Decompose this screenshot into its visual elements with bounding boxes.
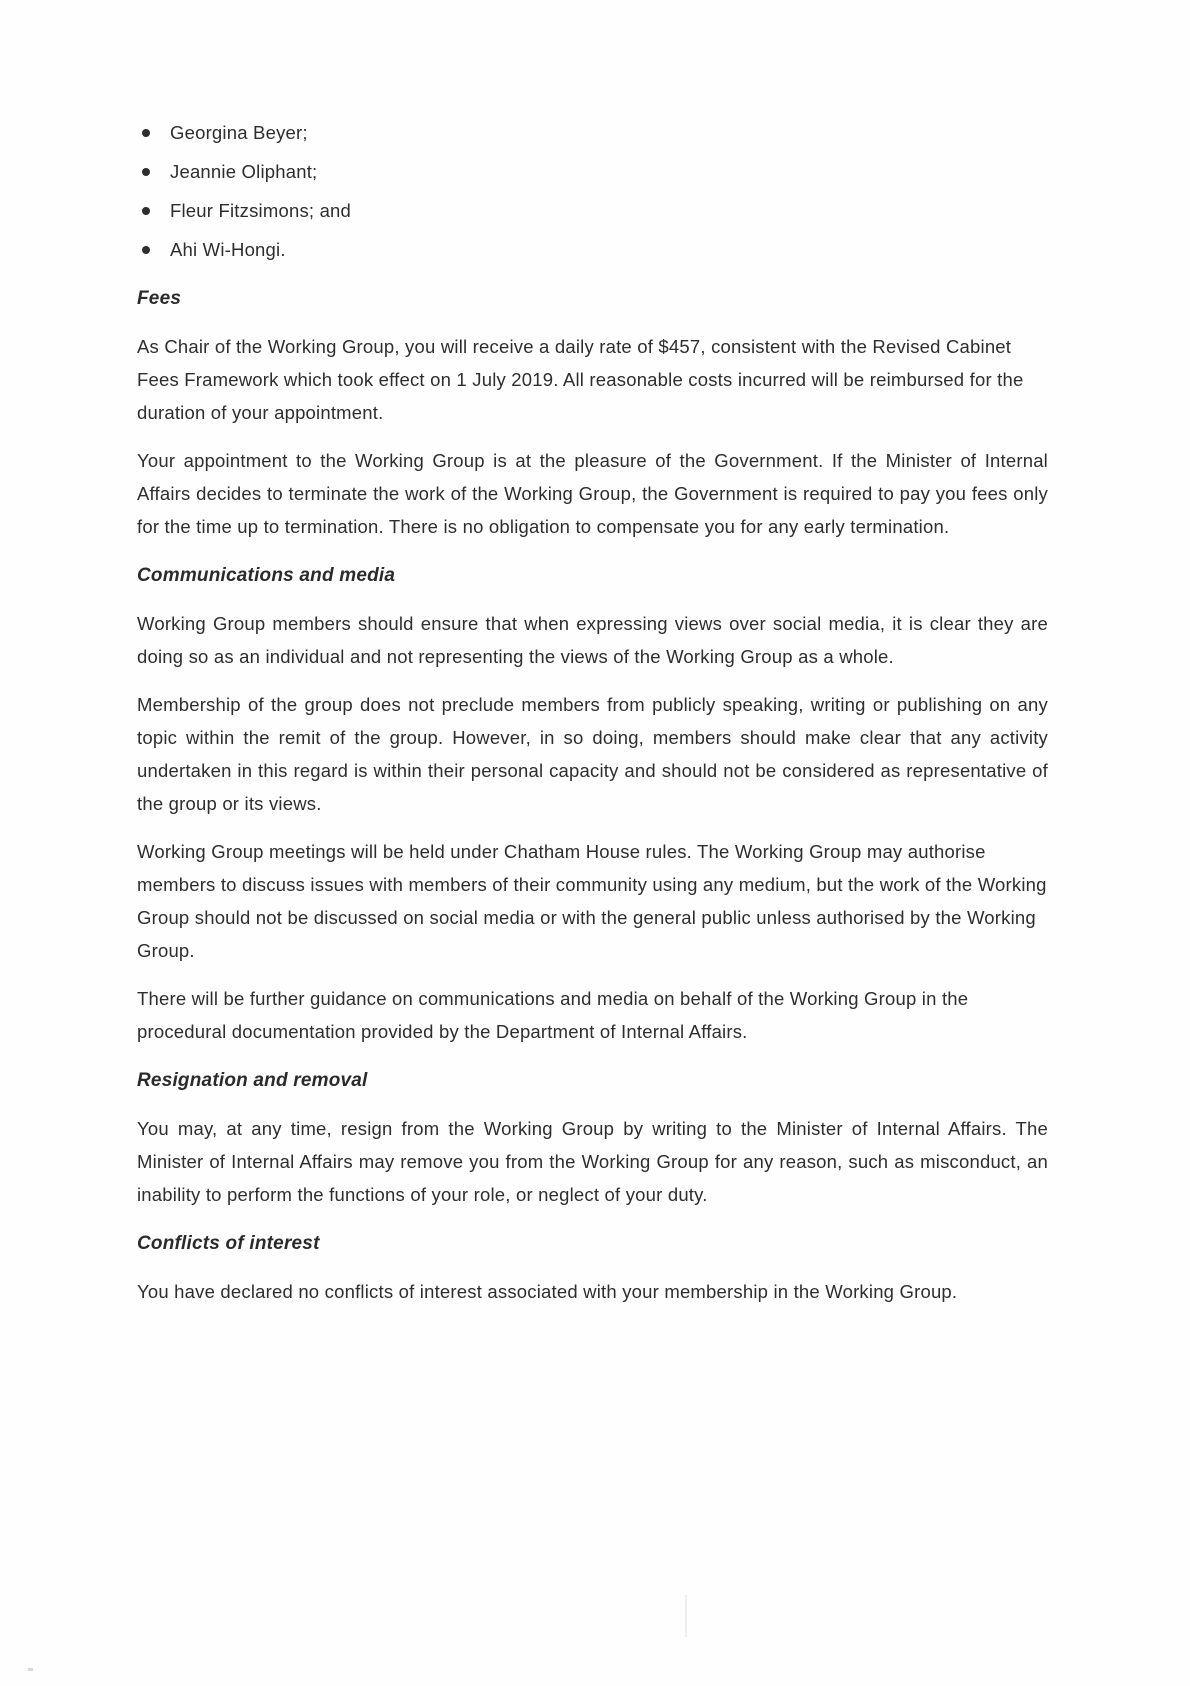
section-heading-fees: Fees	[137, 288, 182, 309]
section-conflicts-of-interest	[137, 1227, 1048, 1308]
member-name: Ahi Wi-Hongi.	[170, 239, 286, 260]
paragraph: You have declared no conflicts of interest associated with your membership in the Working Group.	[137, 1281, 958, 1302]
list-item	[137, 233, 1048, 266]
scan-artifact	[685, 1595, 687, 1637]
section-fees	[137, 282, 1048, 543]
section-heading-communications-and-media: Communications and media	[137, 565, 396, 586]
section-resignation-and-removal	[137, 1064, 1048, 1211]
list-item	[137, 194, 1048, 227]
bullet-icon	[142, 129, 150, 137]
bullet-icon	[142, 207, 150, 215]
scan-artifact	[28, 1668, 33, 1671]
paragraph: As Chair of the Working Group, you will receive a daily rate of $457, consistent with the Revised Cabinet Fees Framework which took effect on 1 July 2019. All reasonable costs incurred will be reimbursed for the duration of your appointment.	[137, 336, 1024, 423]
paragraph: Membership of the group does not preclude members from publicly speaking, writing or publishing on any topic within the remit of the group. However, in so doing, members should make clear that any activity undertaken in this regard is within their personal capacity and should not be considered as representative of the group or its views.	[137, 694, 1048, 814]
member-name: Fleur Fitzsimons; and	[170, 200, 352, 221]
list-item	[137, 155, 1048, 188]
paragraph: There will be further guidance on communications and media on behalf of the Working Group in the procedural documentation provided by the Department of Internal Affairs.	[137, 988, 969, 1042]
list-item	[137, 116, 1048, 149]
section-communications-and-media	[137, 559, 1048, 1048]
member-name: Jeannie Oliphant;	[170, 161, 318, 182]
paragraph: You may, at any time, resign from the Working Group by writing to the Minister of Internal Affairs. The Minister of Internal Affairs may remove you from the Working Group for any reason, such as misconduct, an inability to perform the functions of your role, or neglect of your duty.	[137, 1118, 1048, 1205]
paragraph: Your appointment to the Working Group is at the pleasure of the Government. If the Minister of Internal Affairs decides to terminate the work of the Working Group, the Government is required to pay you fees only for the time up to termination. There is no obligation to compensate you for any early termination.	[137, 450, 1048, 537]
paragraph: Working Group meetings will be held under Chatham House rules. The Working Group may authorise members to discuss issues with members of their community using any medium, but the work of the Working Group should not be discussed on social media or with the general public unless authorised by the Working Group.	[137, 841, 1047, 961]
paragraph: Working Group members should ensure that when expressing views over social media, it is clear they are doing so as an individual and not representing the views of the Working Group as a whole.	[137, 613, 1048, 667]
section-heading-resignation-and-removal: Resignation and removal	[137, 1070, 368, 1091]
bullet-icon	[142, 246, 150, 254]
letter-body	[137, 116, 1048, 1308]
bullet-icon	[142, 168, 150, 176]
section-heading-conflicts-of-interest: Conflicts of interest	[137, 1233, 320, 1254]
member-name: Georgina Beyer;	[170, 122, 308, 143]
member-bullet-list	[137, 116, 1048, 266]
